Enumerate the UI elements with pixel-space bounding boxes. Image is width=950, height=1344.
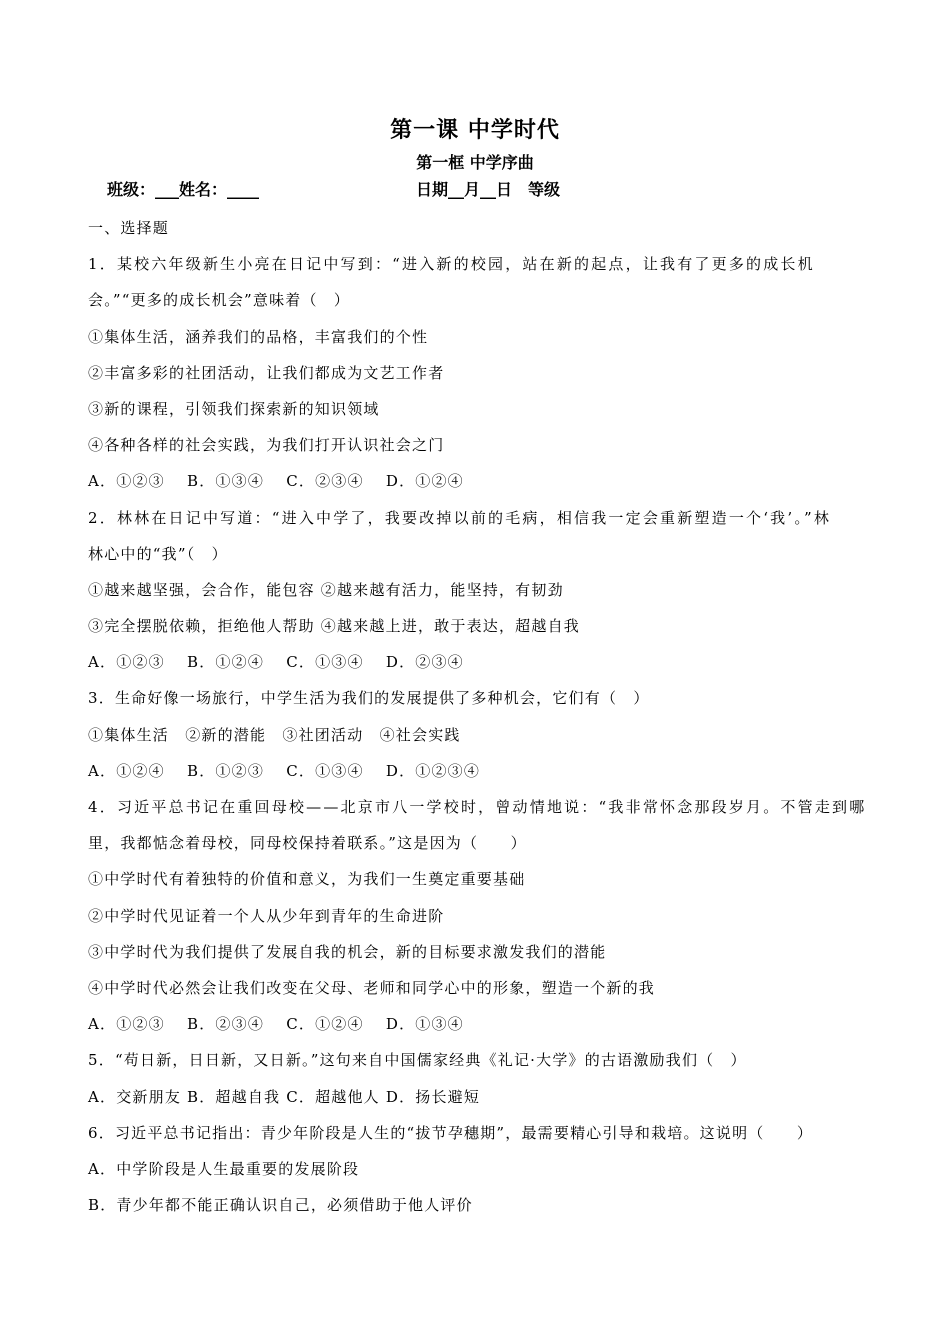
question-2-options-b: ③完全摆脱依赖，拒绝他人帮助 ④越来越上进，敢于表达，超越自我 (88, 617, 580, 636)
question-2-line-2: 林心中的“我”（ ） (88, 544, 228, 563)
page-subtitle: 第一框 中学序曲 (416, 153, 534, 172)
date-grade-field: 日期__月__日 等级 (416, 180, 561, 199)
question-1-option-2: ②丰富多彩的社团活动，让我们都成为文艺工作者 (88, 363, 445, 382)
question-4-option-3: ③中学时代为我们提供了发展自我的机会，新的目标要求激发我们的潜能 (88, 942, 607, 961)
question-4-line-1: 4．习近平总书记在重回母校——北京市八一学校时，曾动情地说：“我非常怀念那段岁月。不管走到哪 (88, 798, 867, 816)
question-3-line-1: 3．生命好像一场旅行，中学生活为我们的发展提供了多种机会，它们有（ ） (88, 689, 650, 708)
question-2-line-1: 2．林林在日记中写道：“进入中学了，我要改掉以前的毛病，相信我一定会重新塑造一个‘我’。”林 (88, 508, 832, 527)
question-4-option-1: ①中学时代有着独特的价值和意义，为我们一生奠定重要基础 (88, 870, 526, 889)
question-1-line-2: 会。”“更多的成长机会”意味着（ ） (88, 291, 351, 310)
class-name-field: 班级：___姓名：____ (107, 180, 260, 199)
question-2-choices: A．①②③ B．①②④ C．①③④ D．②③④ (88, 653, 464, 672)
question-6-choice-b: B．青少年都不能正确认识自己，必须借助于他人评价 (88, 1196, 473, 1215)
question-1-line-1: 1．某校六年级新生小亮在日记中写到：“进入新的校园，站在新的起点，让我有了更多的成长机 (88, 255, 815, 274)
section-heading: 一、选择题 (88, 219, 170, 237)
page-title: 第一课 中学时代 (390, 117, 560, 143)
question-5-line-1: 5．“苟日新，日日新，又日新。”这句来自中国儒家经典《礼记·大学》的古语激励我们（ ） (88, 1051, 747, 1070)
question-4-line-2: 里，我都惦念着母校，同母校保持着联系。”这是因为（ ） (88, 834, 527, 853)
question-4-option-2: ②中学时代见证着一个人从少年到青年的生命进阶 (88, 906, 445, 925)
question-2-options-a: ①越来越坚强，会合作，能包容 ②越来越有活力，能坚持，有韧劲 (88, 580, 564, 599)
question-6-line-1: 6．习近平总书记指出：青少年阶段是人生的“拔节孕穗期”，最需要精心引导和栽培。这说明（ ） (88, 1123, 814, 1142)
question-1-choices: A．①②③ B．①③④ C．②③④ D．①②④ (88, 472, 464, 491)
question-1-option-1: ①集体生活，涵养我们的品格，丰富我们的个性 (88, 327, 429, 346)
question-5-choices: A．交新朋友 B．超越自我 C．超越他人 D．扬长避短 (88, 1087, 481, 1106)
question-1-option-3: ③新的课程，引领我们探索新的知识领域 (88, 399, 380, 418)
question-4-choices: A．①②③ B．②③④ C．①②④ D．①③④ (88, 1015, 464, 1034)
question-3-options: ①集体生活 ②新的潜能 ③社团活动 ④社会实践 (88, 725, 461, 744)
question-body (88, 210, 868, 1223)
question-3-choices: A．①②④ B．①②③ C．①③④ D．①②③④ (88, 761, 481, 780)
question-1-option-4: ④各种各样的社会实践，为我们打开认识社会之门 (88, 436, 445, 455)
question-6-choice-a: A．中学阶段是人生最重要的发展阶段 (88, 1159, 360, 1178)
question-4-option-4: ④中学时代必然会让我们改变在父母、老师和同学心中的形象，塑造一个新的我 (88, 978, 656, 997)
